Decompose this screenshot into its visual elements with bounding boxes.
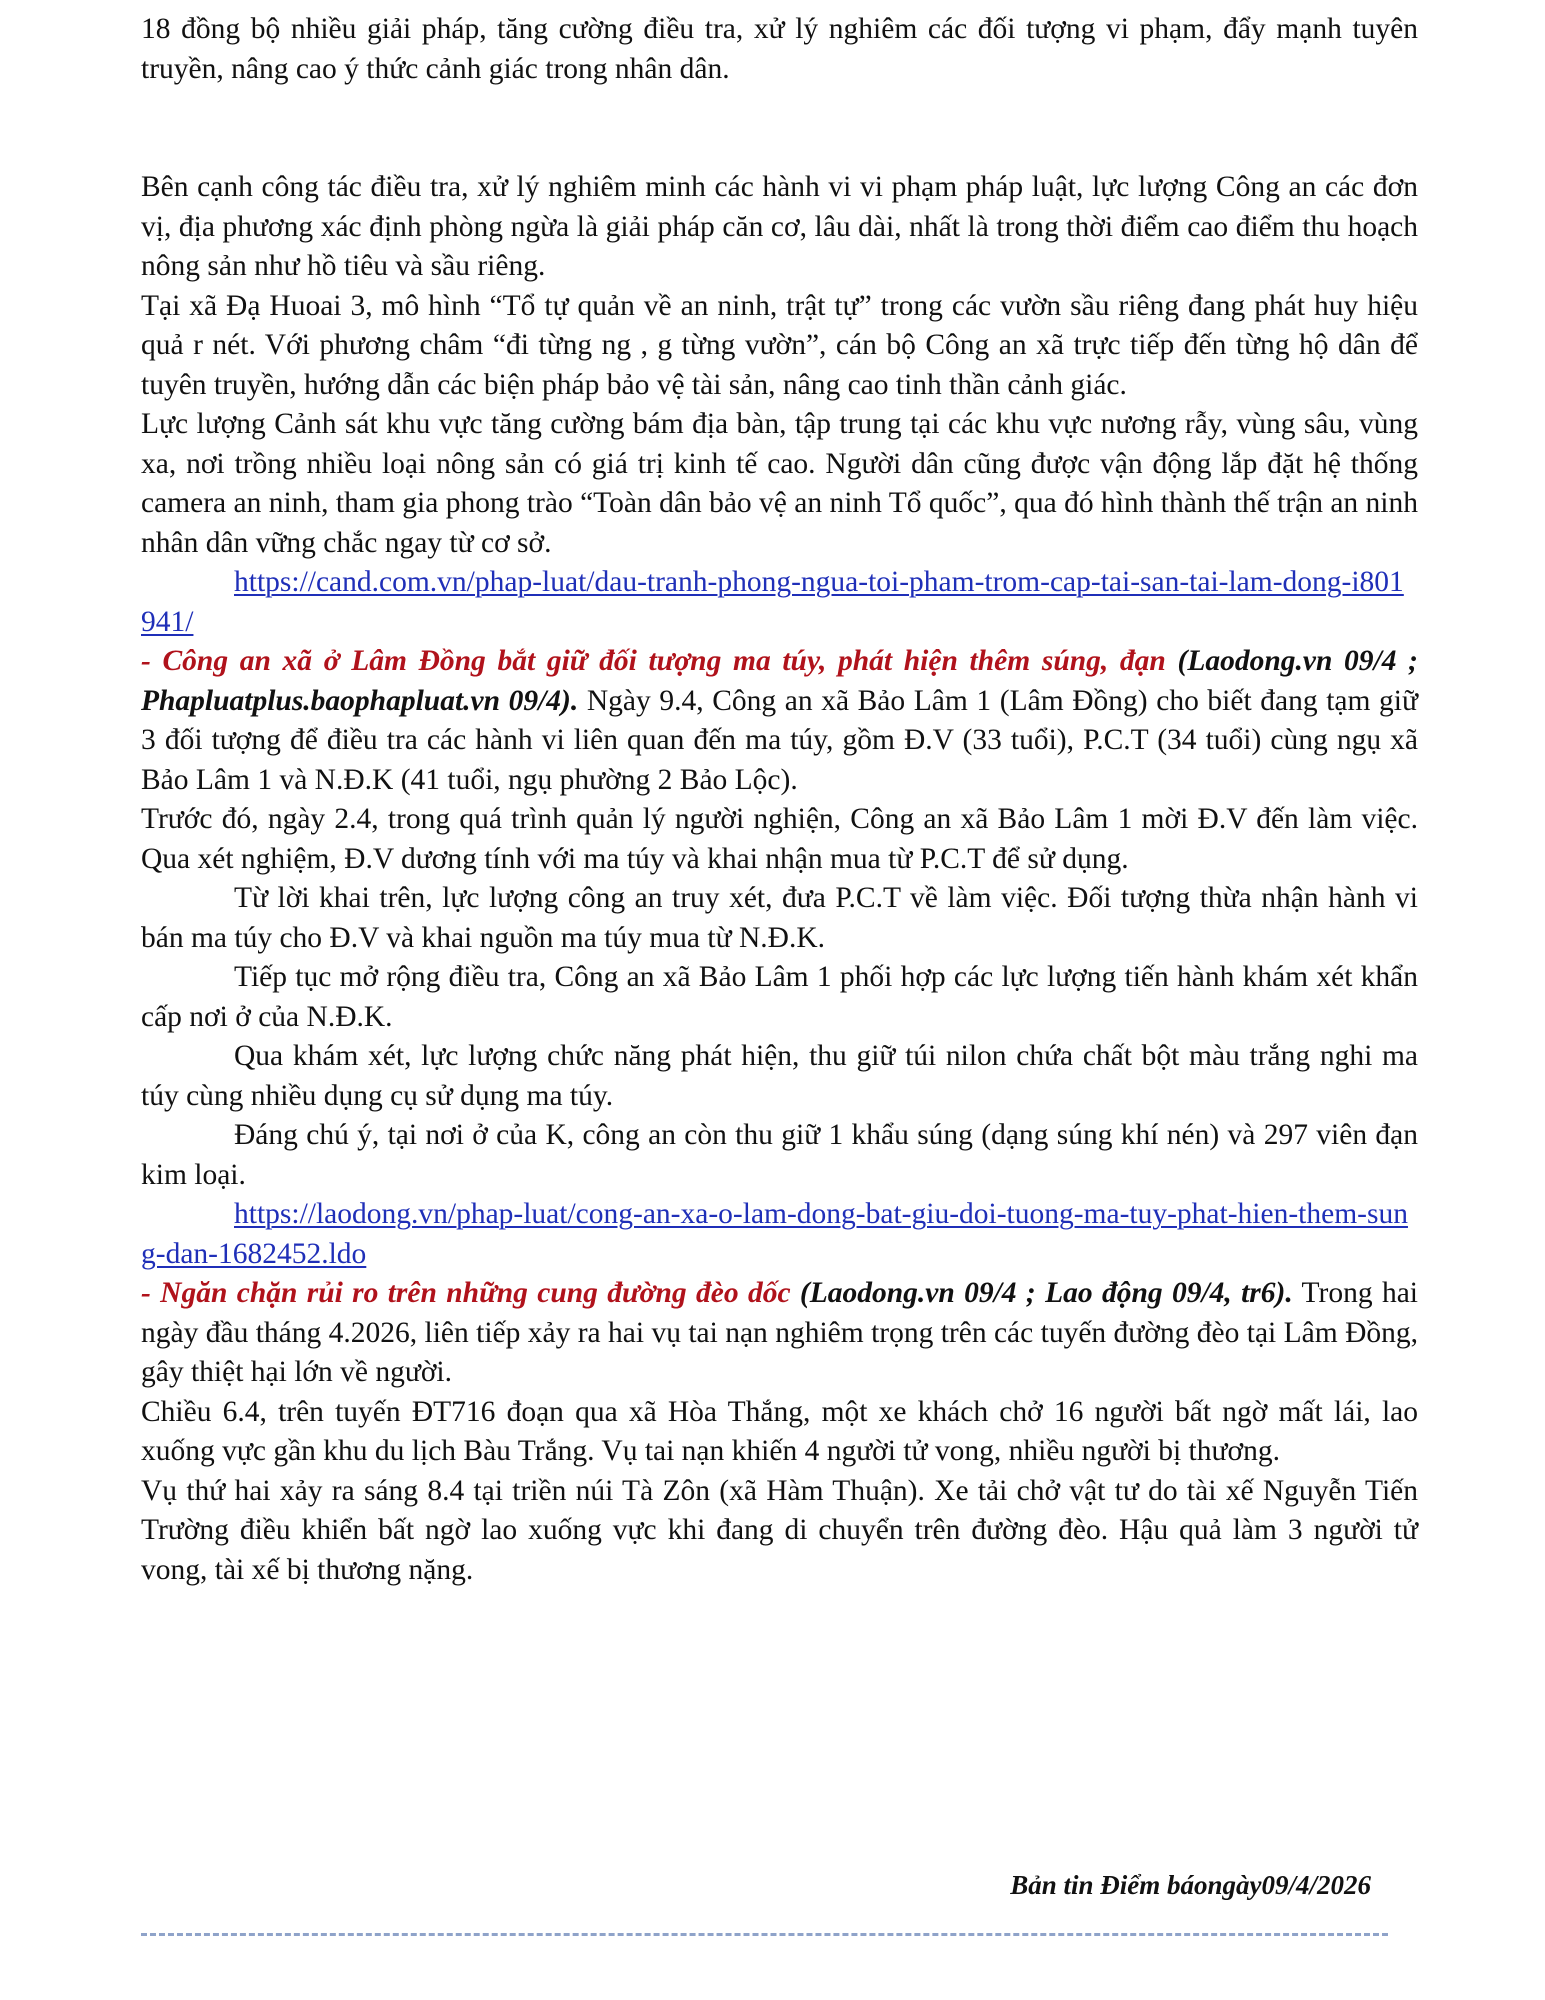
page-footer: Bản tin Điểm báongày09/4/2026 [1010,1870,1371,1900]
paragraph: Lực lượng Cảnh sát khu vực tăng cường bám địa bàn, tập trung tại các khu vực nương rẫy, vùng sâu, vùng xa, nơi trồng nhiều loại nông sản có giá trị kinh tế cao. Người dân cũng được vận động lắp đặt hệ thống camera an ninh, tham gia phong trào “Toàn dân bảo vệ an ninh Tổ quốc”, qua đó hình thành thế trận an ninh nhân dân vững chắc ngay từ cơ sở. [141,408,1418,559]
article-lead-text: Ngày 9.4, Công an xã Bảo Lâm 1 (Lâm Đồng) cho biết đang tạm giữ 3 đối tượng để điều tra các hành vi liên quan đến ma túy, gồm Đ.V (33 tuổi), P.C.T (34 tuổi) cùng ngụ xã Bảo Lâm 1 và N.Đ.K (41 tuổi, ngụ phường 2 Bảo Lộc). [141,684,1418,796]
article-source: (Laodong.vn 09/4 ; Lao động 09/4, tr6). [790,1277,1293,1309]
document-body [141,10,1418,1590]
paragraph: Chiều 6.4, trên tuyến ĐT716 đoạn qua xã Hòa Thắng, một xe khách chở 16 người bất ngờ mất lái, lao xuống vực gần khu du lịch Bàu Trắng. Vụ tai nạn khiến 4 người tử vong, nhiều người bị thương. [141,1395,1418,1467]
article-headline: - Ngăn chặn rủi ro trên những cung đường đèo dốc [141,1277,791,1309]
source-link-laodong[interactable]: https://laodong.vn/phap-luat/cong-an-xa-o-lam-dong-bat-giu-doi-tuong-ma-tuy-phat-hien-them-sung-dan-1682452.ldo [141,1198,1408,1270]
source-link-paragraph [141,1195,1418,1274]
paragraph-gap [141,89,1418,168]
paragraph: Từ lời khai trên, lực lượng công an truy xét, đưa P.C.T về làm việc. Đối tượng thừa nhận hành vi bán ma túy cho Đ.V và khai nguồn ma túy mua từ N.Đ.K. [141,882,1418,954]
article-lead-paragraph [141,642,1418,800]
footer-divider [141,1933,1388,1936]
source-link-paragraph [141,563,1418,642]
article-lead-paragraph [141,1274,1418,1393]
source-link-cand[interactable]: https://cand.com.vn/phap-luat/dau-tranh-phong-ngua-toi-pham-trom-cap-tai-san-tai-lam-dong-i801941/ [141,566,1404,638]
article-headline: - Công an xã ở Lâm Đồng bắt giữ đối tượng ma túy, phát hiện thêm súng, đạn [141,645,1166,677]
article-lead-text: Trong hai ngày đầu tháng 4.2026, liên tiếp xảy ra hai vụ tai nạn nghiêm trọng trên các tuyến đường đèo tại Lâm Đồng, gây thiệt hại lớn về người. [141,1277,1418,1388]
paragraph: Bên cạnh công tác điều tra, xử lý nghiêm minh các hành vi vi phạm pháp luật, lực lượng Công an các đơn vị, địa phương xác định phòng ngừa là giải pháp căn cơ, lâu dài, nhất là trong thời điểm cao điểm thu hoạch nông sản như hồ tiêu và sầu riêng. [141,171,1418,282]
paragraph: Vụ thứ hai xảy ra sáng 8.4 tại triền núi Tà Zôn (xã Hàm Thuận). Xe tải chở vật tư do tài xế Nguyễn Tiến Trường điều khiển bất ngờ lao xuống vực khi đang di chuyển trên đường đèo. Hậu quả làm 3 người tử vong, tài xế bị thương nặng. [141,1474,1418,1586]
paragraph: Tại xã Đạ Huoai 3, mô hình “Tổ tự quản về an ninh, trật tự” trong các vườn sầu riêng đang phát huy hiệu quả r nét. Với phương châm “đi từng ng , g từng vườn”, cán bộ Công an xã trực tiếp đến từng hộ dân để tuyên truyền, hướng dẫn các biện pháp bảo vệ tài sản, nâng cao tinh thần cảnh giác. [141,289,1418,401]
paragraph: 18 đồng bộ nhiều giải pháp, tăng cường điều tra, xử lý nghiêm các đối tượng vi phạm, đẩy mạnh tuyên truyền, nâng cao ý thức cảnh giác trong nhân dân. [141,13,1418,85]
paragraph: Qua khám xét, lực lượng chức năng phát hiện, thu giữ túi nilon chứa chất bột màu trắng nghi ma túy cùng nhiều dụng cụ sử dụng ma túy. [141,1040,1418,1112]
paragraph: Trước đó, ngày 2.4, trong quá trình quản lý người nghiện, Công an xã Bảo Lâm 1 mời Đ.V đến làm việc. Qua xét nghiệm, Đ.V dương tính với ma túy và khai nhận mua từ P.C.T để sử dụng. [141,803,1418,875]
article-source: (Laodong.vn 09/4 ; Phapluatplus.baophapluat.vn 09/4). [141,645,1418,717]
paragraph: Tiếp tục mở rộng điều tra, Công an xã Bảo Lâm 1 phối hợp các lực lượng tiến hành khám xét khẩn cấp nơi ở của N.Đ.K. [141,961,1418,1033]
paragraph: Đáng chú ý, tại nơi ở của K, công an còn thu giữ 1 khẩu súng (dạng súng khí nén) và 297 viên đạn kim loại. [141,1119,1418,1191]
